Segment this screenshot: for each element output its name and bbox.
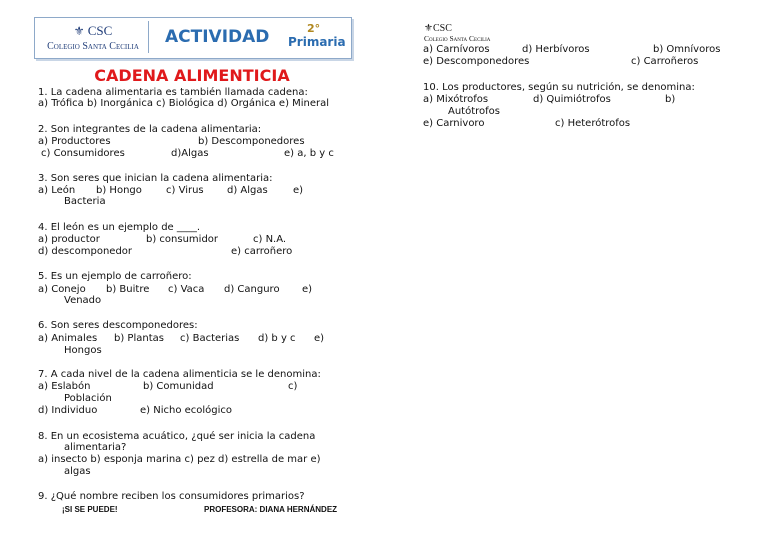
question-7-option-c: c) [288,381,298,392]
question-2-text: 2. Son integrantes de la cadena alimentaria: [38,124,262,135]
question-8-options: a) insecto b) esponja marina c) pez d) estrella de mar e) [38,454,321,465]
footer-teacher: PROFESORA: DIANA HERNÁNDEZ [204,505,338,514]
question-8-option-e-text: algas [64,466,91,477]
question-2-option-e: e) a, b y c [284,148,334,159]
right-school-logo [424,23,490,43]
question-8-text-cont: alimentaria? [64,442,127,453]
question-3-text: 3. Son seres que inician la cadena alimentaria: [38,173,273,184]
question-1-text: 1. La cadena alimentaria es también llamada cadena: [38,87,308,98]
question-7-option-d: d) Individuo [38,405,98,416]
question-3-option-c: c) Virus [166,185,204,196]
question-6-option-e: e) [314,333,325,344]
question-3-option-a: a) León [38,185,76,196]
grade-number: 2° [307,22,321,35]
school-logo [38,21,149,53]
question-2-option-d: d)Algas [171,148,209,159]
question-10-option-c: c) Heterótrofos [555,118,631,129]
question-9-option-e: e) Descomponedores [423,56,530,67]
question-5-option-a: a) Conejo [38,284,86,295]
question-10-option-e: e) Carnivoro [423,118,485,129]
logo-school-name: Colegio Santa Cecilia [47,41,139,52]
right-logo-emblem-icon: ⚜ [424,23,433,34]
question-5-option-e: e) [302,284,313,295]
question-5-option-c: c) Vaca [168,284,205,295]
question-5-text: 5. Es un ejemplo de carroñero: [38,271,192,282]
question-6-text: 6. Son seres descomponedores: [38,320,198,331]
question-7-option-e: e) Nicho ecológico [140,405,233,416]
question-10-option-b: b) [665,94,676,105]
question-8-text: 8. En un ecosistema acuático, ¿qué ser inicia la cadena [38,431,316,442]
question-10-option-a: a) Mixótrofos [423,94,489,105]
question-4-option-c: c) N.A. [253,234,287,245]
question-6-option-e-text: Hongos [64,345,102,356]
question-7-option-b: b) Comunidad [143,381,214,392]
right-logo-acronym: ⚜CSC [424,23,452,34]
question-7-option-c-text: Población [64,393,112,404]
grade-label: Primaria [288,35,346,49]
question-9-option-c: c) Carroñeros [631,56,699,67]
question-9-text: 9. ¿Qué nombre reciben los consumidores primarios? [38,491,305,502]
question-3-option-b: b) Hongo [96,185,142,196]
question-7-text: 7. A cada nivel de la cadena alimenticia se le denomina: [38,369,321,380]
question-6-option-b: b) Plantas [114,333,164,344]
question-10-option-b-text: Autótrofos [448,106,500,117]
question-2-option-b: b) Descomponedores [198,136,305,147]
question-6-option-c: c) Bacterias [180,333,240,344]
question-10-option-d: d) Quimiótrofos [533,94,611,105]
question-6-option-d: d) b y c [258,333,296,344]
question-7-option-a: a) Eslabón [38,381,91,392]
question-3-option-e: e) [293,185,304,196]
question-4-option-a: a) productor [38,234,100,245]
question-5-option-d: d) Canguro [224,284,280,295]
question-4-option-e: e) carroñero [231,246,293,257]
question-3-option-d: d) Algas [227,185,268,196]
logo-emblem-icon: ⚜ [73,24,85,38]
question-4-text: 4. El león es un ejemplo de ____. [38,222,201,233]
question-6-option-a: a) Animales [38,333,98,344]
logo-acronym: ⚜ CSC [73,23,113,38]
question-5-option-e-text: Venado [64,295,102,306]
question-5-option-b: b) Buitre [106,284,150,295]
question-9-option-d: d) Herbívoros [522,44,590,55]
question-2-option-c: c) Consumidores [41,148,125,159]
header-box [34,17,352,59]
question-10-text: 10. Los productores, según su nutrición, se denomina: [423,82,695,93]
question-4-option-d: d) descomponedor [38,246,133,257]
page-title: CADENA ALIMENTICIA [94,66,290,85]
footer-motto: ¡SI SE PUEDE! [62,505,118,514]
question-4-option-b: b) consumidor [146,234,219,245]
question-3-option-e-text: Bacteria [64,196,106,207]
question-9-option-b: b) Omnívoros [653,44,721,55]
activity-label: ACTIVIDAD [165,27,270,47]
question-1-options: a) Trófica b) Inorgánica c) Biológica d) Orgánica e) Mineral [38,98,330,109]
question-9-option-a: a) Carnívoros [423,44,490,55]
right-logo-school-name: Colegio Santa Cecilia [424,34,491,43]
question-2-option-a: a) Productores [38,136,111,147]
